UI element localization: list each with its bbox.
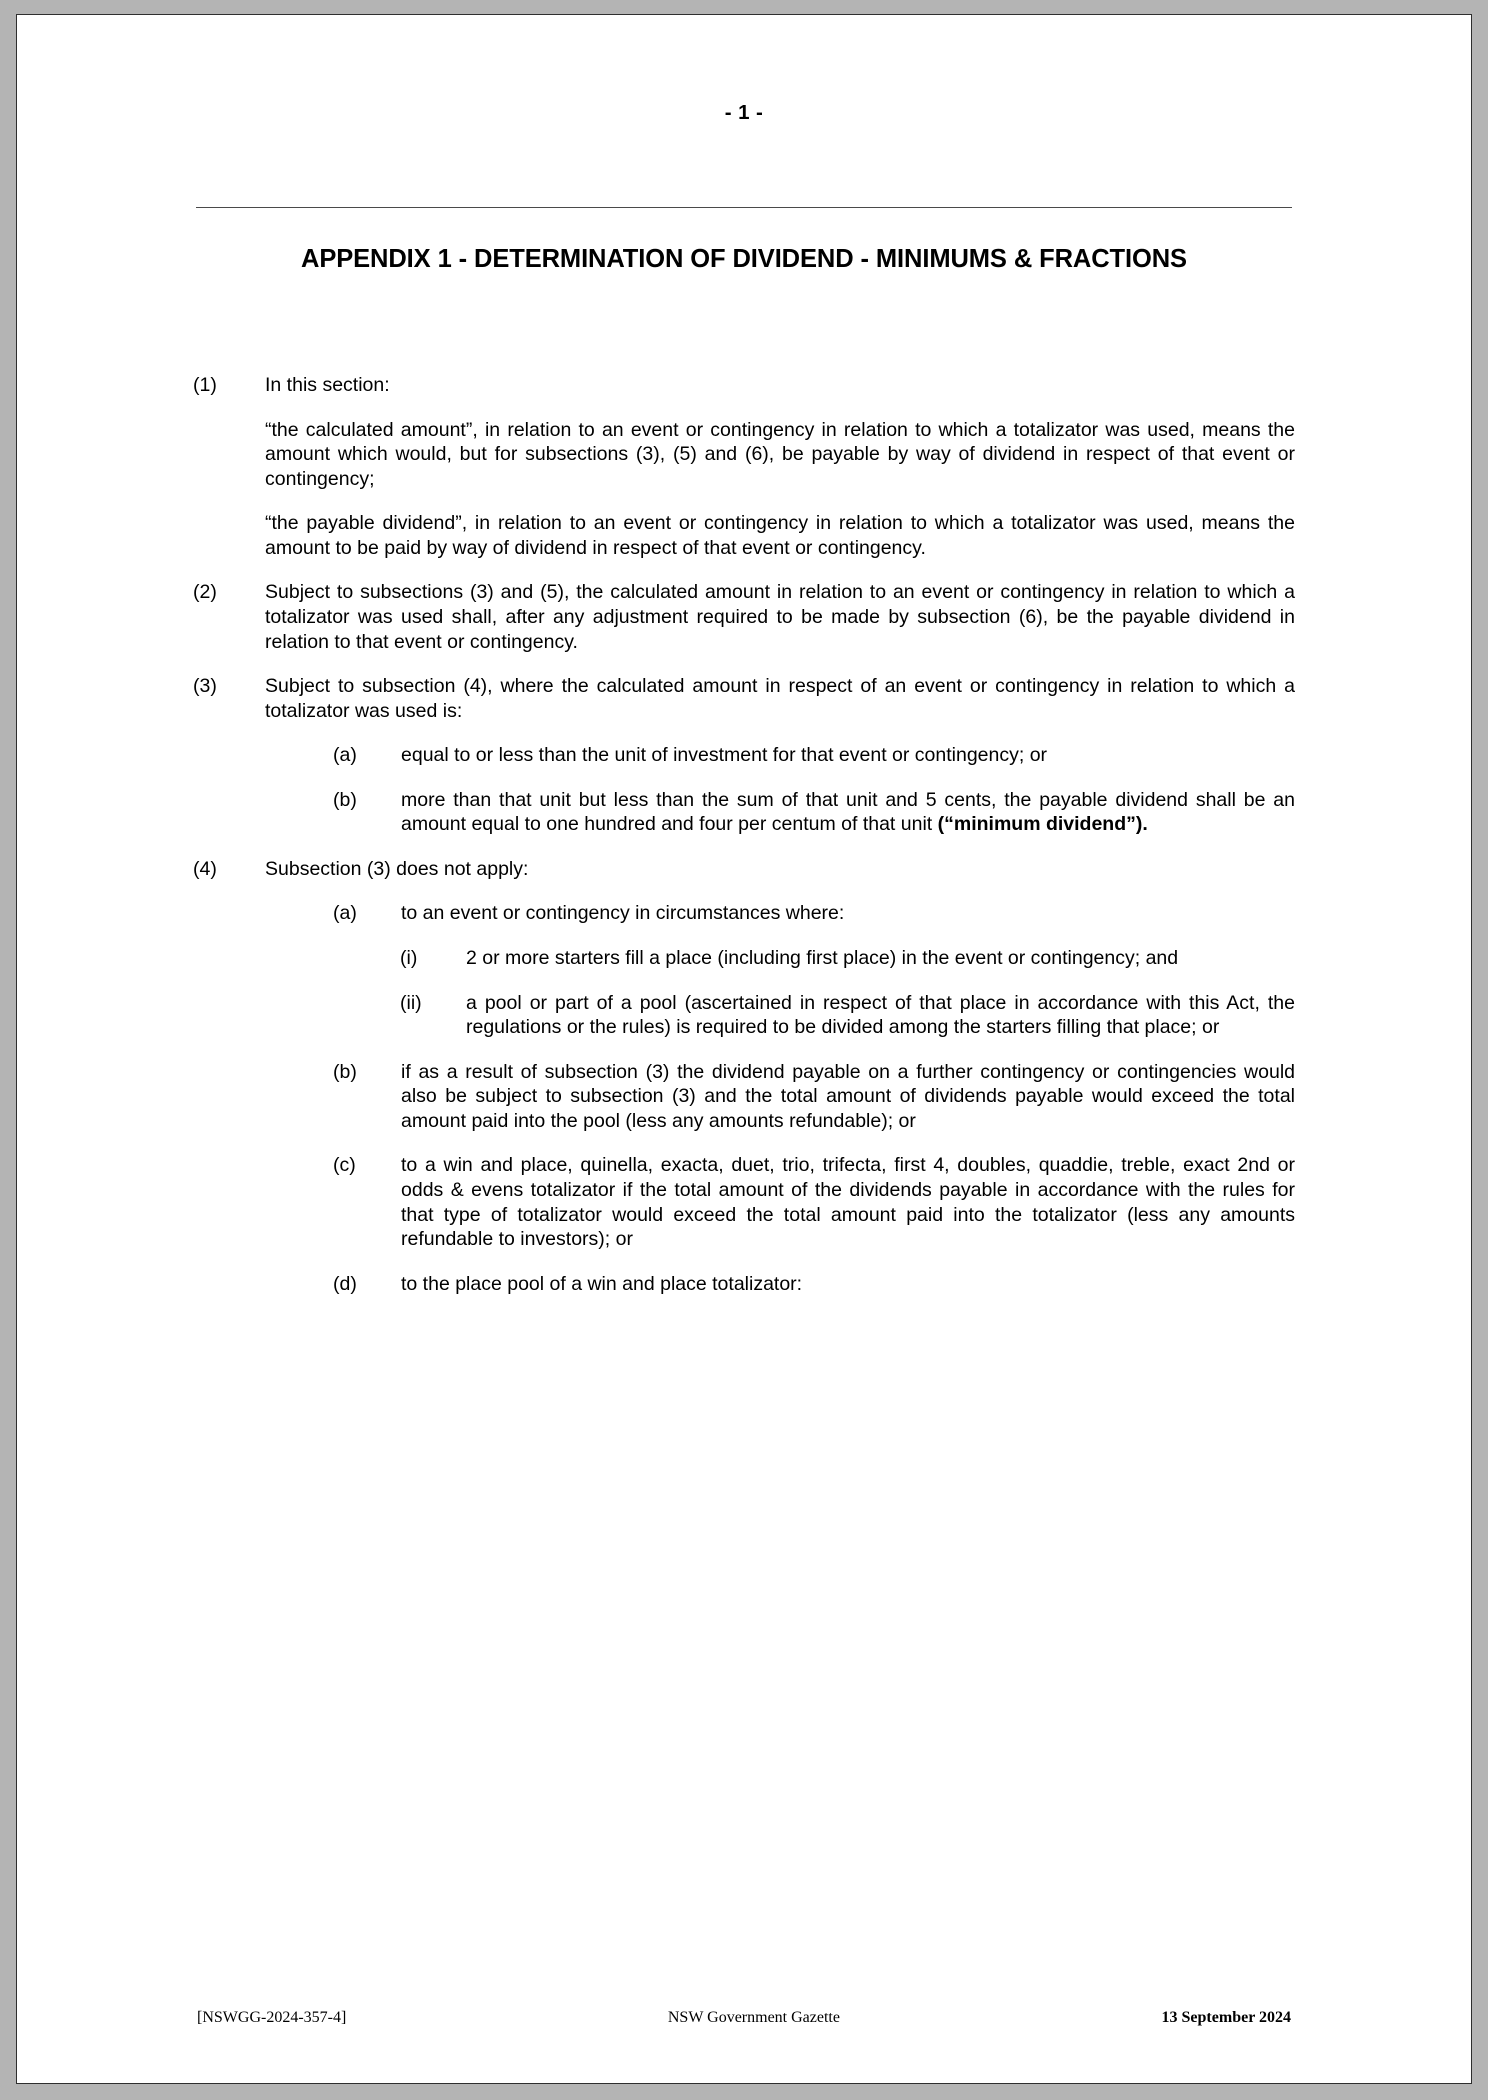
clause-3a-text: equal to or less than the unit of investment for that event or contingency; or bbox=[401, 744, 1048, 767]
clause-4-marker: (4) bbox=[193, 857, 217, 880]
document-body bbox=[193, 373, 1295, 1316]
page-content-area bbox=[193, 15, 1295, 2083]
clause-3b-text-plain: more than that unit but less than the sum of that unit and 5 cents, the payable dividend shall be an amount equal to one hundred and four per centum of that unit bbox=[401, 788, 1295, 836]
clause-4a-text: to an event or contingency in circumstances where: bbox=[401, 902, 845, 925]
clause-1 bbox=[193, 373, 1295, 398]
definition-payable-dividend: “the payable dividend”, in relation to an event or contingency in relation to which a totalizator was used, means the amount to be paid by way of dividend in respect of that event or contingency. bbox=[265, 512, 1295, 559]
clause-3b-text bbox=[401, 788, 1295, 837]
clause-4d-marker: (d) bbox=[333, 1272, 357, 1295]
clause-3b-marker: (b) bbox=[333, 788, 357, 811]
clause-4b-text: if as a result of subsection (3) the dividend payable on a further contingency or contingencies would also be subject to subsection (3) and the total amount of dividends payable would exceed the total amount paid into the pool (less any amounts refundable); or bbox=[401, 1060, 1295, 1132]
clause-4a-ii-marker: (ii) bbox=[400, 991, 422, 1014]
clause-4a bbox=[333, 901, 1295, 926]
clause-1-text: In this section: bbox=[265, 374, 390, 396]
clause-4a-ii-text: a pool or part of a pool (ascertained in respect of that place in accordance with this Act, the regulations or the rules) is required to be divided among the starters filling that place; or bbox=[466, 991, 1295, 1039]
header-divider bbox=[196, 207, 1292, 208]
clause-1-marker: (1) bbox=[193, 374, 217, 396]
footer-publication: NSW Government Gazette bbox=[667, 2009, 840, 2026]
footer-date: 13 September 2024 bbox=[1161, 2009, 1291, 2026]
document-page bbox=[16, 14, 1472, 2084]
page-number: - 1 - bbox=[724, 101, 764, 124]
clause-3b-text-bold: (“minimum dividend”). bbox=[937, 813, 1148, 836]
clause-3a-marker: (a) bbox=[333, 744, 357, 767]
clause-4d-text: to the place pool of a win and place totalizator: bbox=[401, 1272, 803, 1295]
clause-4d bbox=[333, 1272, 1295, 1297]
clause-4a-i bbox=[400, 946, 1295, 971]
clause-4a-ii bbox=[400, 991, 1295, 1040]
clause-2 bbox=[193, 580, 1295, 654]
footer-reference: [NSWGG-2024-357-4] bbox=[197, 2009, 347, 2026]
clause-4a-marker: (a) bbox=[333, 902, 357, 925]
clause-2-text: Subject to subsections (3) and (5), the calculated amount in relation to an event or contingency in relation to which a totalizator was used shall, after any adjustment required to be made by subsection (6), be the payable dividend in relation to that event or contingency. bbox=[265, 581, 1295, 653]
clause-4a-i-text: 2 or more starters fill a place (including first place) in the event or contingency; and bbox=[466, 947, 1179, 969]
clause-3 bbox=[193, 674, 1295, 723]
clause-2-marker: (2) bbox=[193, 581, 217, 604]
clause-4-text: Subsection (3) does not apply: bbox=[265, 857, 529, 880]
clause-4c-marker: (c) bbox=[333, 1154, 356, 1177]
clause-4b bbox=[333, 1060, 1295, 1134]
definition-calculated-amount: “the calculated amount”, in relation to an event or contingency in relation to which a totalizator was used, means the amount which would, but for subsections (3), (5) and (6), be payable by way of dividend in respect of that event or contingency; bbox=[265, 418, 1295, 490]
clause-4c bbox=[333, 1153, 1295, 1251]
clause-4a-i-marker: (i) bbox=[400, 947, 418, 969]
clause-3-text: Subject to subsection (4), where the calculated amount in respect of an event or contingency in relation to which a totalizator was used is: bbox=[265, 675, 1295, 722]
page-footer bbox=[197, 2009, 1291, 2027]
clause-3b bbox=[333, 788, 1295, 837]
clause-3-marker: (3) bbox=[193, 675, 217, 698]
clause-3a bbox=[333, 743, 1295, 768]
clause-4 bbox=[193, 857, 1295, 882]
clause-4c-text: to a win and place, quinella, exacta, duet, trio, trifecta, first 4, doubles, quaddie, treble, exact 2nd or odds & evens totalizator if the total amount of the dividends payable in accordance with the rules for that type of totalizator would exceed the total amount paid into the totalizator (less any amounts refundable to investors); or bbox=[401, 1154, 1295, 1251]
clause-4b-marker: (b) bbox=[333, 1060, 357, 1083]
page-title: APPENDIX 1 - DETERMINATION OF DIVIDEND - MINIMUMS & FRACTIONS bbox=[301, 245, 1187, 273]
